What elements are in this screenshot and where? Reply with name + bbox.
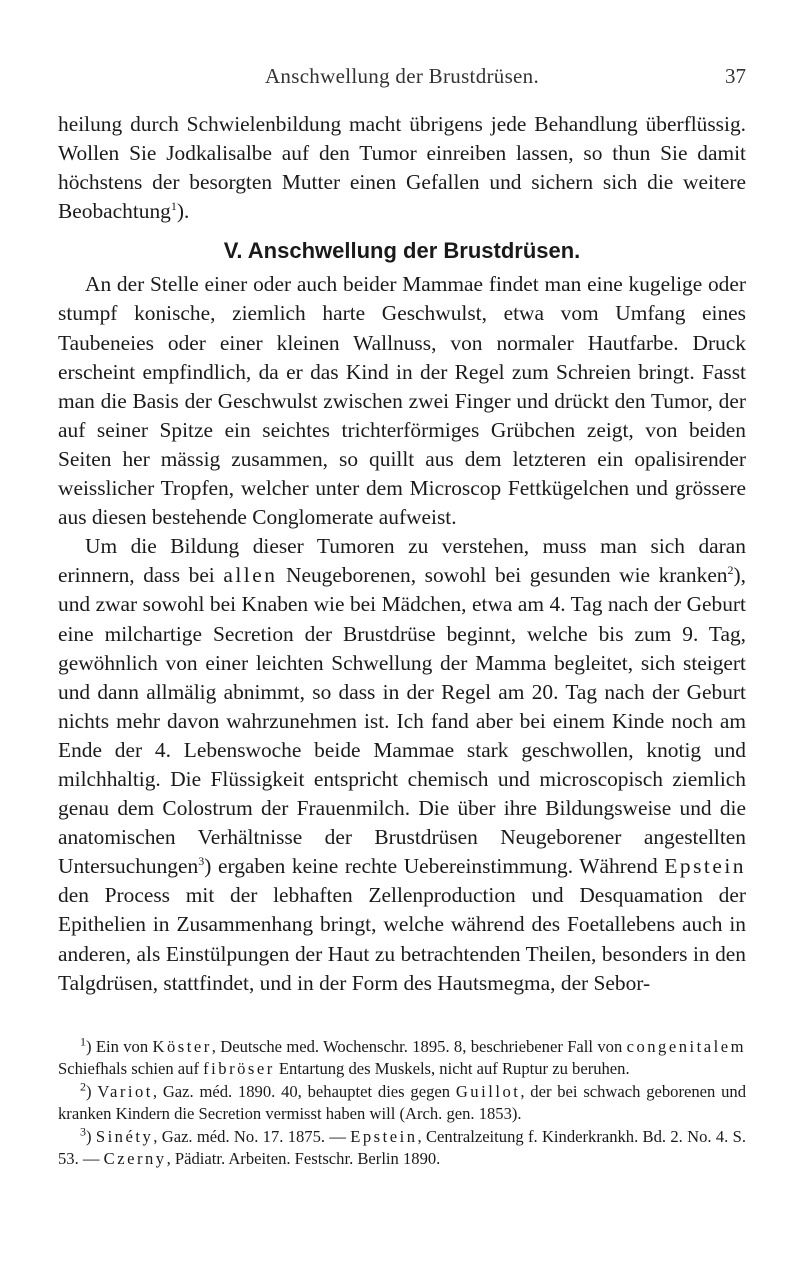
section-heading: V. Anschwellung der Brustdrüsen.	[223, 238, 581, 264]
emphasis-allen: allen	[223, 563, 278, 588]
page-number: 37	[725, 64, 746, 88]
footnote-3: $^3$) Sinéty, Gaz. méd. No. 17. 1875. — Epstein, Centralzeitung f. Kinderkrankh. Bd. 2. No. 4. S. 53. — Czerny, Pädiatr. Arbeiten. Festschr. Berlin 1890.	[58, 1124, 746, 1169]
running-header	[58, 64, 746, 94]
footnote-1: $^1$) Ein von Köster, Deutsche med. Wochenschr. 1895. 8, beschriebener Fall von congenitalem Schiefhals schien auf fibröser Entartung des Muskels, nicht auf Ruptur zu beruhen.	[58, 1034, 746, 1079]
running-title: Anschwellung der Brustdrüsen.	[264, 64, 540, 88]
footnote-ref-3: 3	[198, 854, 205, 869]
footnote-ref-2: 2	[727, 563, 734, 578]
footnote-ref-1: 1	[170, 199, 177, 214]
paragraph-description: An der Stelle einer oder auch beider Mammae findet man eine kugelige oder stumpf konische, ziemlich harte Geschwulst, etwa vom Umfang eines Taubeneies oder einer kleinen Wallnuss, von normaler Hautfarbe. Druck erscheint empfindlich, da er das Kind in der Regel zum Schreien bringt. Fasst man die Basis der Geschwulst zwischen zwei Finger und drückt den Tumor, der auf seiner Spitze ein seichtes trichterförmiges Grübchen zeigt, von beiden Seiten her mässig zusammen, so quillt aus dem letzteren ein opalisirender weisslicher Tropfen, welcher unter dem Microscop Fettkügelchen und grössere aus diesen bestehende Conglomerate aufweist.	[58, 272, 746, 530]
paragraph-explanation: Um die Bildung dieser Tumoren zu verstehen, muss man sich daran erinnern, dass bei allen Neugeborenen, sowohl bei gesunden wie kranken$^2$), und zwar sowohl bei Knaben wie bei Mädchen, etwa am 4. Tag nach der Geburt eine milchartige Secretion der Brustdrüse beginnt, welche bis zum 9. Tag, gewöhnlich von einer leichten Schwellung der Mamma begleitet, sich steigert und dann allmälig abnimmt, so dass in der Regel am 20. Tag nach der Geburt nichts mehr davon wahrzunehmen ist. Ich fand aber bei einem Kinde noch am Ende der 4. Lebenswoche beide Mammae stark geschwollen, knotig und milchhaltig. Die Flüssigkeit entspricht chemisch und microscopisch ziemlich genau dem Colostrum der Frauenmilch. Die über ihre Bildungsweise und die anatomischen Verhältnisse der Brustdrüsen Neugeborener angestellten Untersuchungen$^3$) ergaben keine rechte Uebereinstimmung. Während Epstein den Process mit der lebhaften Zellenproduction und Desquamation der Epithelien in Zusammenhang bringt, welche während des Foetallebens auch in anderen, als Einstülpungen der Haut zu betrachtenden Theilen, besonders in den Talgdrüsen, stattfindet, und in der Form des Hautsmegma, der Sebor-	[58, 534, 746, 995]
footnote-2: $^2$) Variot, Gaz. méd. 1890. 40, behauptet dies gegen Guillot, der bei schwach geborenen und kranken Kindern die Secretion vermisst haben will (Arch. gen. 1853).	[58, 1079, 747, 1124]
body-text	[58, 110, 746, 998]
author-epstein: Epstein	[664, 854, 746, 879]
paragraph-continuation: heilung durch Schwielenbildung macht übrigens jede Behandlung überflüssig. Wollen Sie Jodkalisalbe auf den Tumor einreiben lassen, so thun Sie damit höchstens der besorgten Mutter einen Gefallen und sichern sich die weitere Beobachtung$^1$).	[58, 112, 746, 224]
footnotes	[58, 1036, 746, 1170]
